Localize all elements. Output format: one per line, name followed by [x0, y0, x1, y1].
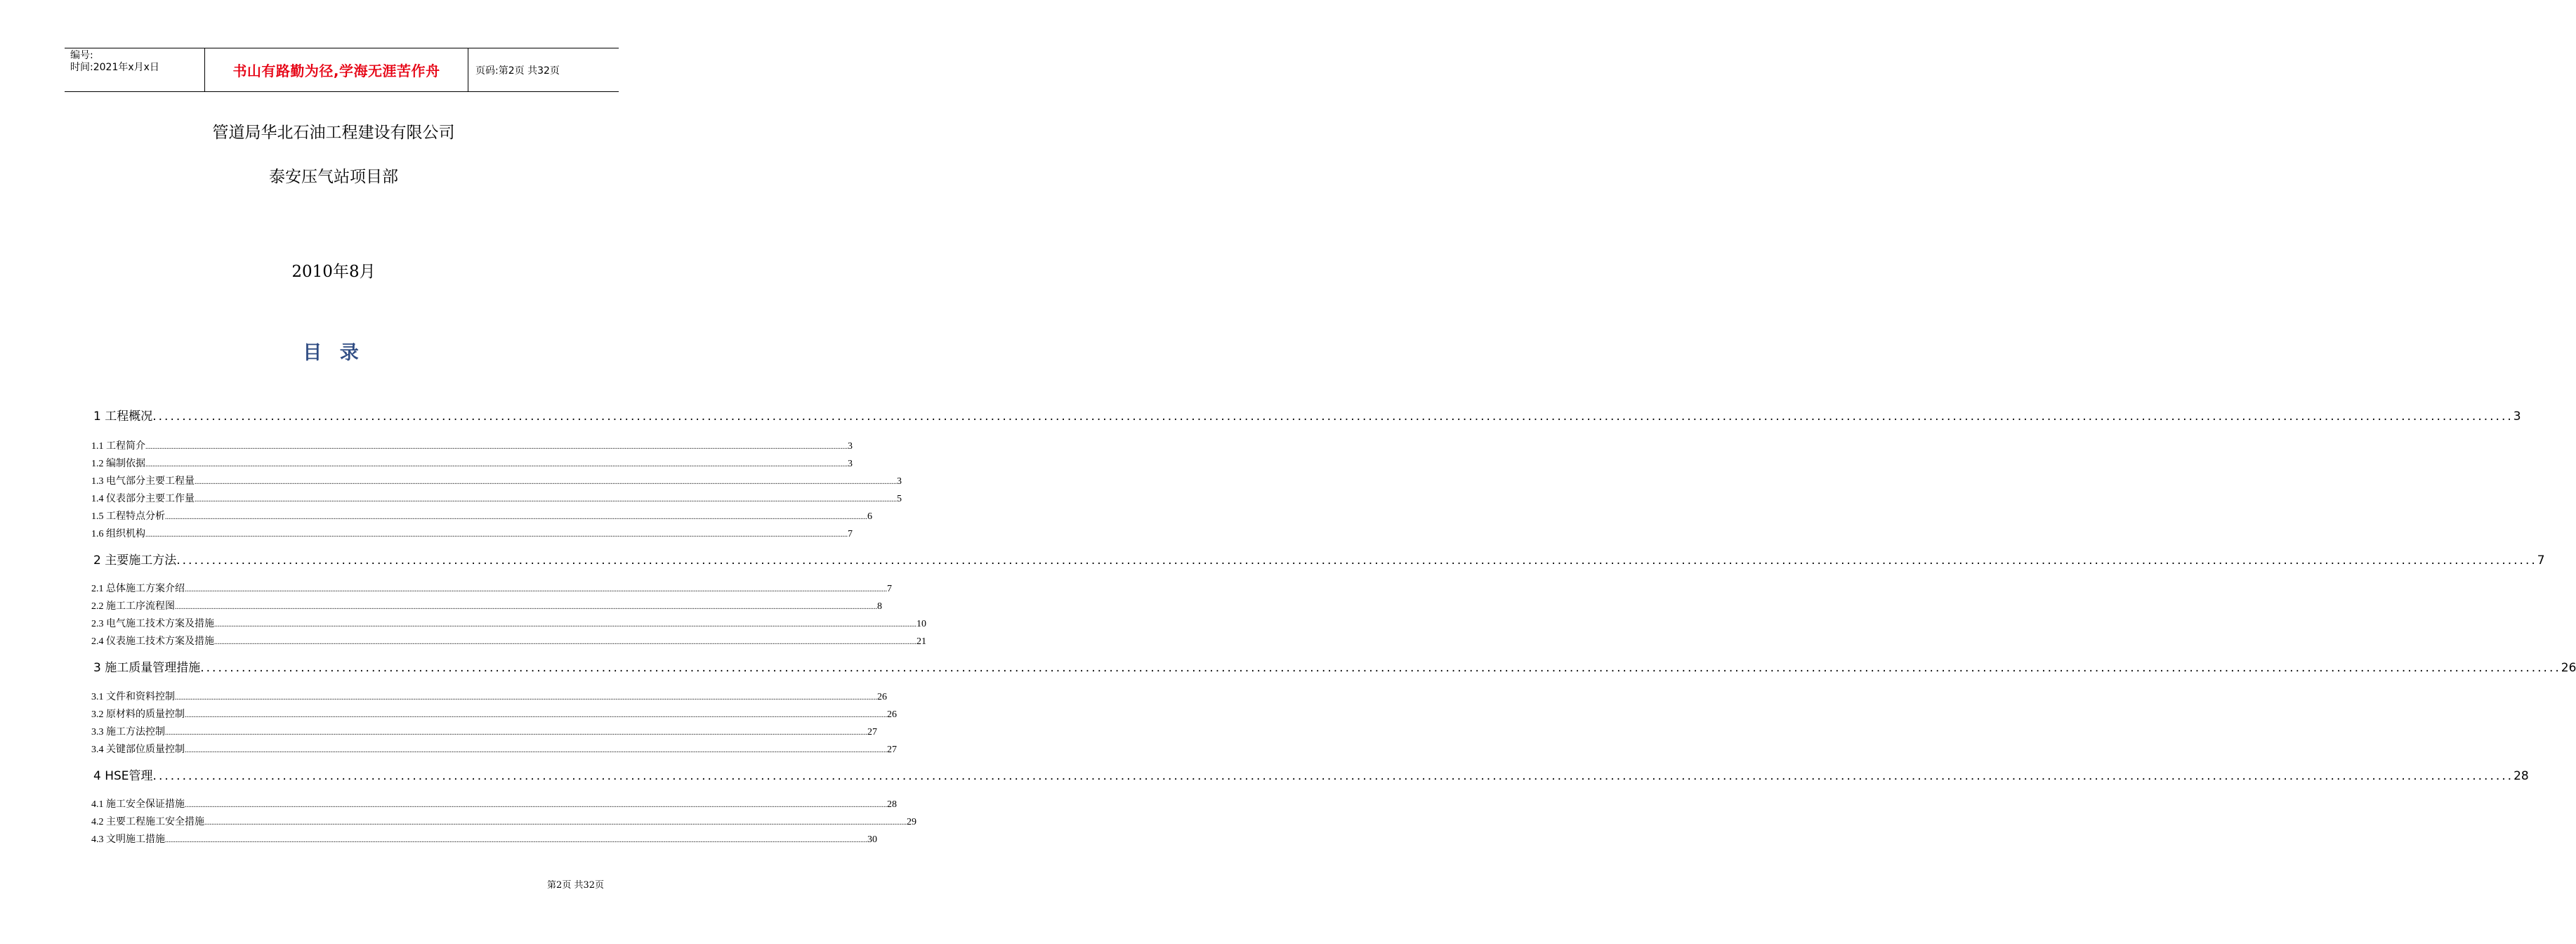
toc-entry-title: 3.2 原材料的质量控制: [91, 709, 185, 720]
toc-section-entry[interactable]: [91, 581, 892, 595]
toc-page-number: 7: [848, 529, 853, 539]
document-date: 2010年8月: [291, 263, 376, 281]
page-header: [65, 48, 619, 92]
toc-entry-title: 1.6 组织机构: [91, 529, 145, 539]
toc-page-number: 29: [907, 817, 916, 827]
toc-section-entry[interactable]: [91, 742, 897, 756]
toc-dot-leader: ................................................................................................................................................................................................................................................................................................................................................................................................................: [185, 747, 887, 754]
toc-dot-leader: ................................................................................................................................................................................................................................................................................................................................................................................................................: [204, 819, 907, 827]
company-name: 管道局华北石油工程建设有限公司: [212, 124, 455, 142]
toc-section-entry[interactable]: [91, 473, 902, 487]
toc-title: 目 录: [303, 342, 364, 364]
toc-page-number: 3: [848, 441, 853, 452]
toc-chapter-entry[interactable]: [91, 657, 2576, 675]
toc-section-entry[interactable]: [91, 598, 882, 612]
toc-page-number: 8: [877, 601, 882, 612]
header-page-info: 页码:第2页 共32页: [475, 65, 560, 77]
toc-entry-title: 3.3 施工方法控制: [91, 727, 165, 738]
toc-section-entry[interactable]: [91, 689, 887, 703]
toc-chapter-entry[interactable]: [91, 766, 2529, 783]
toc-dot-leader: ................................................................................................................................................................................................................................................................................................................................................................................................................: [165, 729, 867, 737]
toc-page-number: 7: [887, 584, 892, 594]
toc-section-entry[interactable]: [91, 526, 853, 540]
toc-dot-leader: ................................................................................................................................................................................................................................................................................................................................................................................................................: [152, 769, 2514, 783]
toc-page-number: 26: [887, 709, 897, 720]
time-label: 时间:2021年x月x日: [70, 62, 159, 73]
toc-entry-title: 4 HSE管理: [93, 769, 153, 783]
toc-page-number: 6: [867, 511, 872, 522]
header-motto: 书山有路勤为径,学海无涯苦作舟: [205, 48, 468, 91]
toc-page-number: 3: [848, 459, 853, 469]
toc-dot-leader: ................................................................................................................................................................................................................................................................................................................................................................................................................: [214, 621, 916, 629]
toc-dot-leader: ................................................................................................................................................................................................................................................................................................................................................................................................................: [176, 553, 2537, 568]
toc-dot-leader: ................................................................................................................................................................................................................................................................................................................................................................................................................: [152, 409, 2513, 424]
toc-page-number: 26: [877, 692, 887, 702]
toc-dot-leader: ................................................................................................................................................................................................................................................................................................................................................................................................................: [214, 638, 916, 646]
number-label: 编号:: [70, 50, 93, 61]
toc-dot-leader: ................................................................................................................................................................................................................................................................................................................................................................................................................: [200, 661, 2561, 675]
toc-page-number: 5: [897, 494, 902, 504]
toc-section-entry[interactable]: [91, 707, 897, 721]
toc-dot-leader: ................................................................................................................................................................................................................................................................................................................................................................................................................: [145, 461, 848, 468]
toc-section-entry[interactable]: [91, 724, 877, 738]
toc-entry-title: 4.1 施工安全保证措施: [91, 799, 185, 810]
toc-entry-title: 1.1 工程简介: [91, 441, 145, 452]
toc-entry-title: 3.1 文件和资料控制: [91, 692, 175, 702]
toc-page-number: 26: [2561, 661, 2576, 675]
header-meta: [65, 48, 205, 91]
toc-entry-title: 2.1 总体施工方案介绍: [91, 584, 185, 594]
toc-entry-title: 1.4 仪表部分主要工作量: [91, 494, 195, 504]
toc-dot-leader: ................................................................................................................................................................................................................................................................................................................................................................................................................: [175, 694, 877, 702]
toc-page-number: 10: [916, 619, 926, 629]
toc-entry-title: 2 主要施工方法: [93, 553, 177, 568]
toc-entry-title: 4.3 文明施工措施: [91, 834, 165, 845]
toc-section-entry[interactable]: [91, 832, 877, 846]
toc-page-number: 27: [887, 745, 897, 755]
toc-page-number: 7: [2537, 553, 2545, 568]
page-footer: 第2页 共32页: [547, 880, 604, 891]
toc-section-entry[interactable]: [91, 491, 902, 505]
toc-page-number: 27: [867, 727, 877, 738]
toc-entry-title: 3 施工质量管理措施: [93, 661, 201, 675]
toc-section-entry[interactable]: [91, 509, 872, 523]
toc-page-number: 28: [887, 799, 897, 810]
toc-entry-title: 1.3 电气部分主要工程量: [91, 476, 195, 487]
toc-section-entry[interactable]: [91, 814, 916, 828]
toc-dot-leader: ................................................................................................................................................................................................................................................................................................................................................................................................................: [195, 496, 897, 504]
toc-dot-leader: ................................................................................................................................................................................................................................................................................................................................................................................................................: [195, 478, 897, 486]
toc-section-entry[interactable]: [91, 616, 926, 630]
toc-section-entry[interactable]: [91, 456, 853, 470]
toc-entry-title: 1 工程概况: [93, 409, 153, 424]
toc-dot-leader: ................................................................................................................................................................................................................................................................................................................................................................................................................: [175, 603, 877, 611]
toc-chapter-entry[interactable]: [91, 406, 2521, 424]
toc-entry-title: 4.2 主要工程施工安全措施: [91, 817, 204, 827]
toc-section-entry[interactable]: [91, 634, 926, 648]
toc-page-number: 3: [897, 476, 902, 487]
toc-dot-leader: ................................................................................................................................................................................................................................................................................................................................................................................................................: [185, 712, 887, 719]
toc-entry-title: 2.4 仪表施工技术方案及措施: [91, 636, 214, 647]
toc-dot-leader: ................................................................................................................................................................................................................................................................................................................................................................................................................: [185, 801, 887, 809]
toc-page-number: 3: [2513, 409, 2521, 424]
toc-entry-title: 2.2 施工工序流程图: [91, 601, 175, 612]
toc-dot-leader: ................................................................................................................................................................................................................................................................................................................................................................................................................: [145, 443, 848, 451]
toc-section-entry[interactable]: [91, 438, 853, 452]
toc-dot-leader: ................................................................................................................................................................................................................................................................................................................................................................................................................: [145, 531, 848, 539]
toc-section-entry[interactable]: [91, 796, 897, 811]
toc-page-number: 21: [916, 636, 926, 647]
toc-dot-leader: ................................................................................................................................................................................................................................................................................................................................................................................................................: [185, 586, 887, 594]
toc-dot-leader: ................................................................................................................................................................................................................................................................................................................................................................................................................: [165, 513, 867, 521]
toc-page-number: 30: [867, 834, 877, 845]
toc-page-number: 28: [2513, 769, 2529, 783]
toc-entry-title: 1.2 编制依据: [91, 459, 145, 469]
toc-chapter-entry[interactable]: [91, 550, 2545, 568]
toc-entry-title: 3.4 关键部位质量控制: [91, 745, 185, 755]
toc-entry-title: 2.3 电气施工技术方案及措施: [91, 619, 214, 629]
toc-entry-title: 1.5 工程特点分析: [91, 511, 165, 522]
toc-dot-leader: ................................................................................................................................................................................................................................................................................................................................................................................................................: [165, 837, 867, 844]
department-name: 泰安压气站项目部: [269, 168, 398, 186]
